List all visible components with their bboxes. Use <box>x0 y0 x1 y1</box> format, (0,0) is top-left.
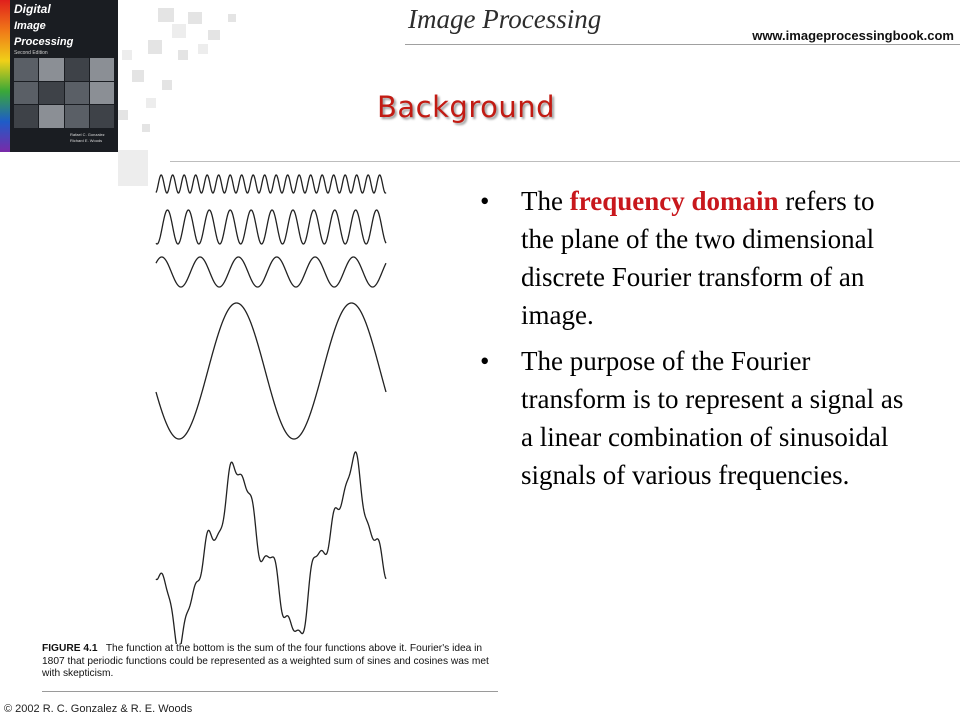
cover-edition: Second Edition <box>14 50 48 56</box>
figure-waveforms <box>140 166 400 644</box>
cover-title-line-2: Image <box>14 20 46 32</box>
header-title: Image Processing <box>408 4 602 34</box>
figure-label: FIGURE 4.1 <box>42 643 98 654</box>
sum-waveform <box>156 452 386 644</box>
cover-image-grid <box>14 58 114 128</box>
bullet-2-text: The purpose of the Fourier transform is to represent a signal as a linear combination of sinusoidal signals of various frequencies. <box>521 346 904 490</box>
cover-title-line-1: Digital <box>14 2 51 16</box>
cover-author-2: Richard E. Woods <box>70 138 103 143</box>
book-cover-image <box>0 0 118 152</box>
sine-wave-1 <box>156 175 386 193</box>
cover-color-stripe <box>0 0 10 152</box>
title-divider <box>170 161 960 162</box>
bullet-list <box>480 182 910 502</box>
bullet-1-text-before: The <box>521 186 570 216</box>
bullet-1-text-after: refers to the plane of the two dimensional discrete Fourier transform of an image. <box>521 186 875 330</box>
figure-caption-text: The function at the bottom is the sum of the four functions above it. Fourier's idea in 1807 that periodic functions could be represented as a weighted sum of sines and cosines was met with skepticism. <box>42 643 489 680</box>
bullet-item-1 <box>480 182 910 334</box>
bullet-item-2 <box>480 342 910 494</box>
figure-caption <box>42 643 502 681</box>
sine-wave-2 <box>156 210 386 244</box>
bullet-1-highlight: frequency domain <box>569 186 779 216</box>
cover-author-1: Rafael C. Gonzalez <box>70 132 105 137</box>
cover-authors <box>70 132 105 144</box>
copyright-footer: © 2002 R. C. Gonzalez & R. E. Woods <box>4 703 193 715</box>
bullet-dot: • <box>480 186 490 216</box>
figure-divider <box>42 691 498 692</box>
header-divider <box>405 44 960 45</box>
sine-wave-3 <box>156 257 386 287</box>
sine-wave-4 <box>156 303 386 439</box>
cover-title-line-3: Processing <box>14 36 74 48</box>
bullet-dot: • <box>480 346 490 376</box>
slide-title: Background <box>377 90 556 124</box>
header-url: www.imageprocessingbook.com <box>752 28 954 43</box>
